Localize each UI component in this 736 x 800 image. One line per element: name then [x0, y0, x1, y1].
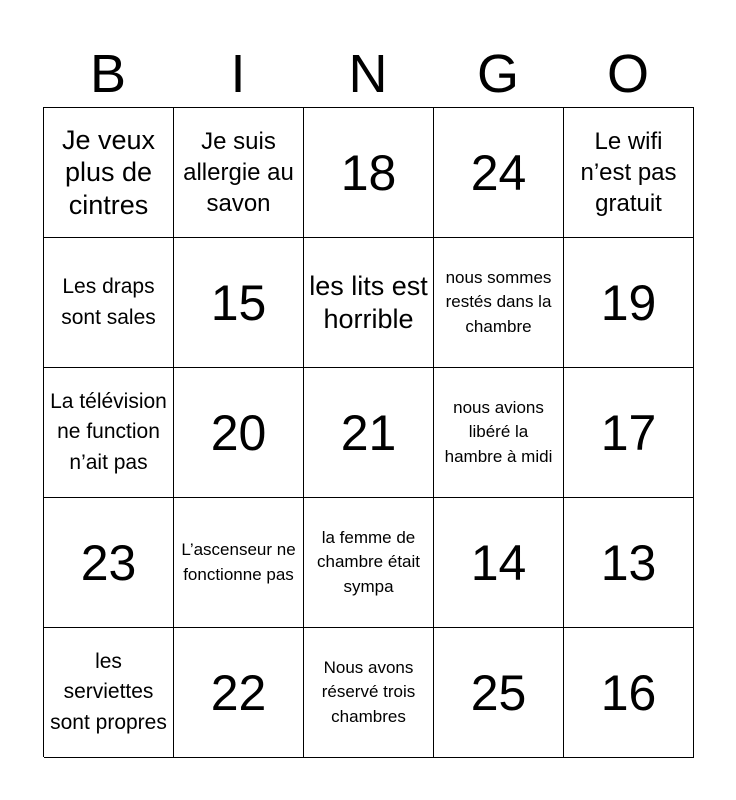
header-letter-n: N — [348, 44, 388, 104]
bingo-cell-r2-c1: Les draps sont sales — [44, 238, 174, 368]
bingo-cell-r5-c1: les serviettes sont propres — [44, 628, 174, 758]
bingo-cell-r4-c4: 14 — [434, 498, 564, 628]
bingo-cell-r5-c5: 16 — [564, 628, 694, 758]
bingo-cell-r2-c3: les lits est horrible — [304, 238, 434, 368]
bingo-cell-r1-c5: Le wifi n’est pas gratuit — [564, 108, 694, 238]
bingo-cell-r4-c5: 13 — [564, 498, 694, 628]
bingo-cell-r3-c2: 20 — [174, 368, 304, 498]
bingo-cell-r3-c4: nous avions libéré la hambre à midi — [434, 368, 564, 498]
bingo-header — [43, 40, 693, 108]
bingo-cell-r5-c2: 22 — [174, 628, 304, 758]
bingo-cell-r1-c3: 18 — [304, 108, 434, 238]
bingo-cell-r2-c5: 19 — [564, 238, 694, 368]
bingo-cell-r4-c3: la femme de chambre était sympa — [304, 498, 434, 628]
bingo-cell-r4-c1: 23 — [44, 498, 174, 628]
bingo-cell-r3-c5: 17 — [564, 368, 694, 498]
bingo-card-grid — [43, 107, 694, 757]
bingo-cell-r5-c4: 25 — [434, 628, 564, 758]
header-letter-o: O — [606, 44, 649, 104]
bingo-cell-r3-c3: 21 — [304, 368, 434, 498]
header-letter-b: B — [89, 44, 127, 104]
header-letter-i: I — [230, 44, 246, 104]
bingo-cell-r2-c4: nous sommes restés dans la chambre — [434, 238, 564, 368]
bingo-cell-r1-c4: 24 — [434, 108, 564, 238]
bingo-cell-r1-c1: Je veux plus de cintres — [44, 108, 174, 238]
bingo-cell-r4-c2: L’ascenseur ne fonctionne pas — [174, 498, 304, 628]
bingo-cell-r3-c1: La télévision ne function n’ait pas — [44, 368, 174, 498]
bingo-cell-r2-c2: 15 — [174, 238, 304, 368]
header-letter-g: G — [476, 44, 519, 104]
bingo-cell-r1-c2: Je suis allergie au savon — [174, 108, 304, 238]
bingo-cell-r5-c3: Nous avons réservé trois chambres — [304, 628, 434, 758]
